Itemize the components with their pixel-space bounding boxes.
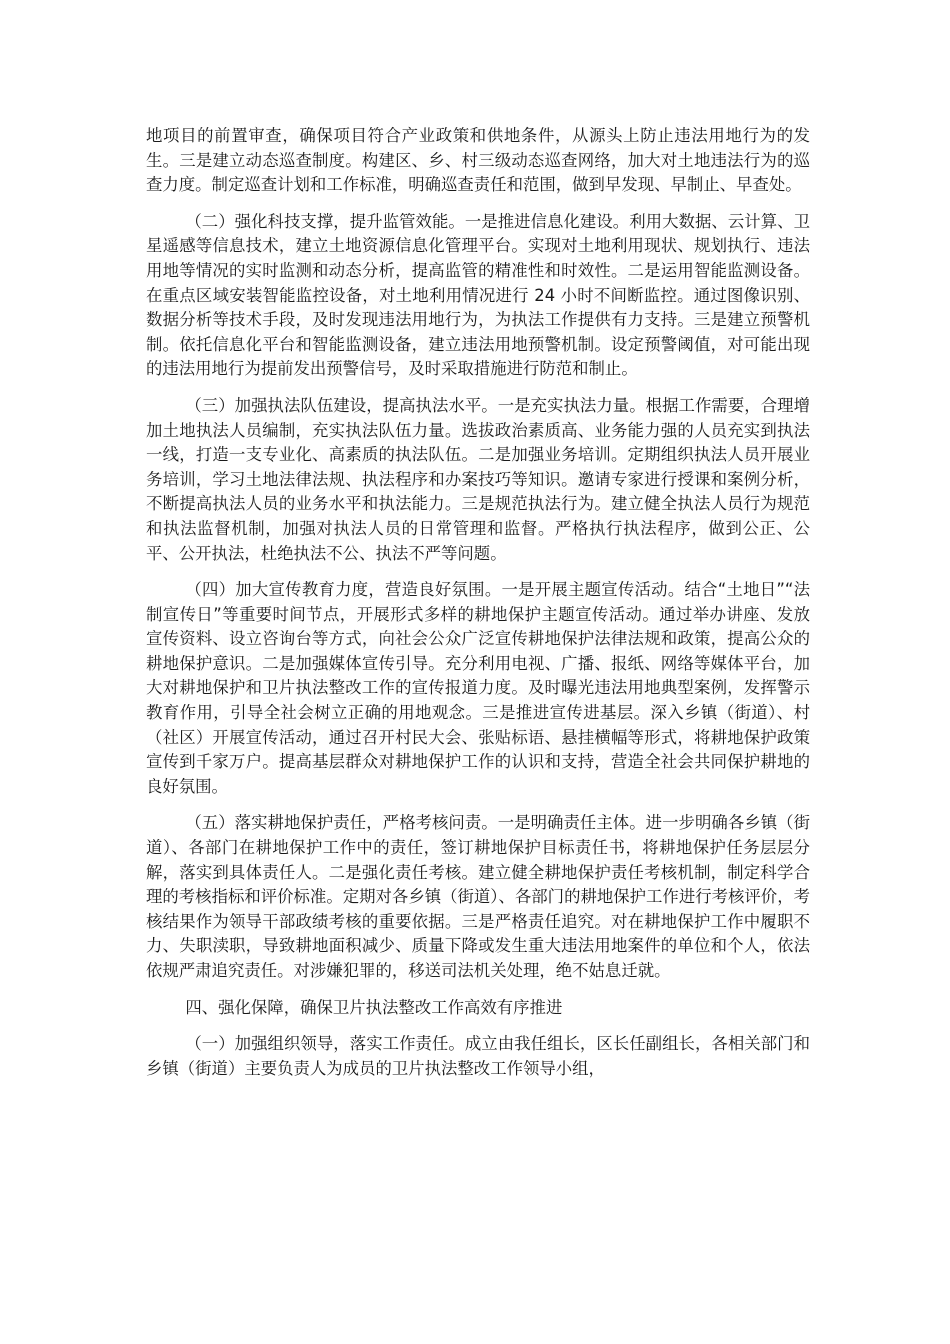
paragraph-publicity: （四）加大宣传教育力度，营造良好氛围。一是开展主题宣传活动。结合“土地日”“法制宣传日”等重要时间节点，开展形式多样的耕地保护主题宣传活动。通过举办讲座、发放宣传资料、设立咨询台等方式，向社会公众广泛宣传耕地保护法律法规和政策，提高公众的耕地保护意识。二是加强媒体宣传引导。充分利用电视、广播、报纸、网络等媒体平台，加大对耕地保护和卫片执法整改工作的宣传报道力度。及时曝光违法用地典型案例，发挥警示教育作用，引导全社会树立正确的用地观念。三是推进宣传进基层。深入乡镇（街道）、村（社区）开展宣传活动，通过召开村民大会、张贴标语、悬挂横幅等形式，将耕地保护政策宣传到千家万户。提高基层群众对耕地保护工作的认识和支持，营造全社会共同保护耕地的良好氛围。 (146, 580, 810, 796)
paragraph-enforcement-team: （三）加强执法队伍建设，提高执法水平。一是充实执法力量。根据工作需要，合理增加土地执法人员编制，充实执法队伍力量。选拔政治素质高、业务能力强的人员充实到执法一线，打造一支专业化、高素质的执法队伍。二是加强业务培训。定期组织执法人员开展业务培训，学习土地法律法规、执法程序和办案技巧等知识。邀请专家进行授课和案例分析，不断提高执法人员的业务水平和执法能力。三是规范执法行为。建立健全执法人员行为规范和执法监督机制，加强对执法人员的日常管理和监督。严格执行执法程序，做到公正、公平、公开执法，杜绝执法不公、执法不严等问题。 (146, 395, 810, 563)
document-page (146, 124, 810, 1093)
paragraph-organization: （一）加强组织领导，落实工作责任。成立由我任组长，区长任副组长，各相关部门和乡镇（街道）主要负责人为成员的卫片执法整改工作领导小组， (146, 1034, 810, 1078)
paragraph-continuation: 地项目的前置审查，确保项目符合产业政策和供地条件，从源头上防止违法用地行为的发生。三是建立动态巡查制度。构建区、乡、村三级动态巡查网络，加大对土地违法行为的巡查力度。制定巡查计划和工作标准，明确巡查责任和范围，做到早发现、早制止、早查处。 (146, 126, 810, 195)
section-heading: 四、强化保障，确保卫片执法整改工作高效有序推进 (185, 997, 563, 1017)
paragraph-responsibility: （五）落实耕地保护责任，严格考核问责。一是明确责任主体。进一步明确各乡镇（街道）、各部门在耕地保护工作中的责任，签订耕地保护目标责任书，将耕地保护任务层层分解，落实到具体责任人。二是强化责任考核。建立健全耕地保护责任考核机制，制定科学合理的考核指标和评价标准。定期对各乡镇（街道）、各部门的耕地保护工作进行考核评价，考核结果作为领导干部政绩考核的重要依据。三是严格责任追究。对在耕地保护工作中履职不力、失职渎职，导致耕地面积减少、质量下降或发生重大违法用地案件的单位和个人，依法依规严肃追究责任。对涉嫌犯罪的，移送司法机关处理，绝不姑息迁就。 (146, 813, 810, 980)
paragraph-tech-support: （二）强化科技支撑，提升监管效能。一是推进信息化建设。利用大数据、云计算、卫星遥感等信息技术，建立土地资源信息化管理平台。实现对土地利用现状、规划执行、违法用地等情况的实时监测和动态分析，提高监管的精准性和时效性。二是运用智能监测设备。在重点区域安装智能监控设备，对土地利用情况进行 24 小时不间断监控。通过图像识别、数据分析等技术手段，及时发现违法用地行为，为执法工作提供有力支持。三是建立预警机制。依托信息化平台和智能监测设备，建立违法用地预警机制。设定预警阈值，对可能出现的违法用地行为提前发出预警信号，及时采取措施进行防范和制止。 (146, 211, 810, 379)
